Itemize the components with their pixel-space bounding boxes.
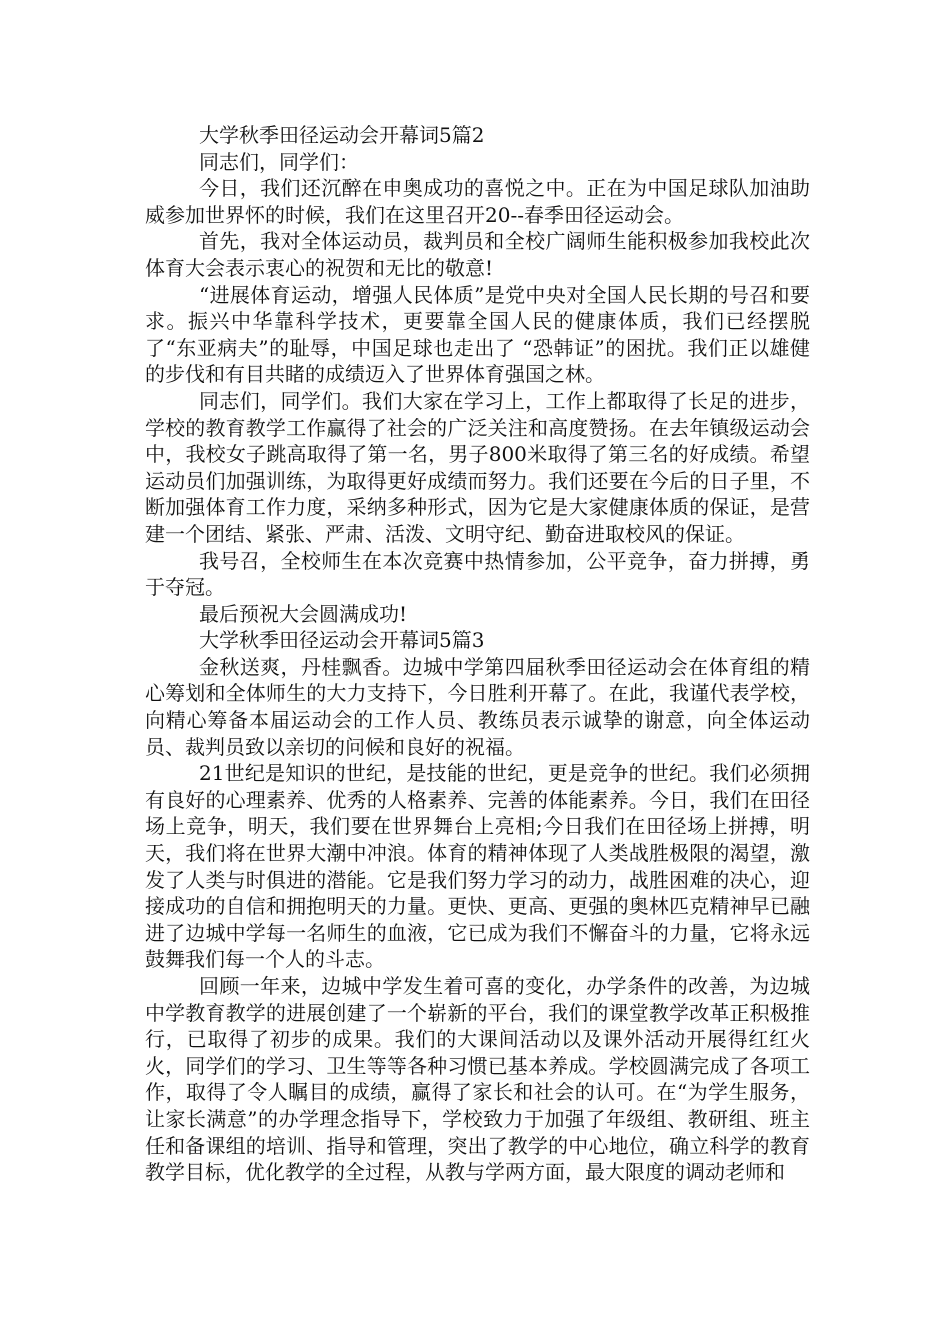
paragraph: 金秋送爽，丹桂飘香。边城中学第四届秋季田径运动会在体育组的精心筹划和全体师生的大力支持下，今日胜利开幕了。在此，我谨代表学校，向精心筹备本届运动会的工作人员、教练员表示诚挚的谢意，向全体运动员、裁判员致以亲切的问候和良好的祝福。: [145, 654, 810, 759]
paragraph: 首先，我对全体运动员，裁判员和全校广阔师生能积极参加我校此次体育大会表示衷心的祝贺和无比的敬意!: [145, 229, 810, 280]
paragraph: “进展体育运动，增强人民体质”是党中央对全国人民长期的号召和要求。振兴中华靠科学技术，更要靠全国人民的健康体质，我们已经摆脱了“东亚病夫”的耻辱，中国足球也走出了 “恐韩证”的困扰。我们正以雄健的步伐和有目共睹的成绩迈入了世界体育强国之林。: [145, 282, 810, 387]
paragraph: 今日，我们还沉醉在申奥成功的喜悦之中。正在为中国足球队加油助威参加世界怀的时候，我们在这里召开20--春季田径运动会。: [145, 176, 810, 227]
salutation: 同志们，同学们：: [199, 149, 359, 174]
paragraph: 同志们，同学们。我们大家在学习上，工作上都取得了长足的进步，学校的教育教学工作赢得了社会的广泛关注和高度赞扬。在去年镇级运动会中，我校女子跳高取得了第一名，男子800米取得了第三名的好成绩。希望运动员们加强训练，为取得更好成绩而努力。我们还要在今后的日子里，不断加强体育工作力度，采纳多种形式，因为它是大家健康体质的保证，是营建一个团结、紧张、严肃、活泼、文明守纪、勤奋进取校风的保证。: [145, 388, 810, 546]
section-heading-3: 大学秋季田径运动会开幕词5篇3: [199, 628, 485, 653]
paragraph: 回顾一年来，边城中学发生着可喜的变化，办学条件的改善，为边城中学教育教学的进展创建了一个崭新的平台，我们的课堂教学改革正积极推行，已取得了初步的成果。我们的大课间活动以及课外活动开展得红红火火，同学们的学习、卫生等等各种习惯已基本养成。学校圆满完成了各项工作，取得了令人瞩目的成绩，赢得了家长和社会的认可。在“为学生服务，让家长满意”的办学理念指导下，学校致力于加强了年级组、教研组、班主任和备课组的培训、指导和管理，突出了教学的中心地位，确立科学的教育教学目标，优化教学的全过程，从教与学两方面，最大限度的调动老师和: [145, 974, 810, 1185]
paragraph: 最后预祝大会圆满成功!: [199, 601, 408, 626]
section-heading-2: 大学秋季田径运动会开幕词5篇2: [199, 123, 485, 147]
document-body: [145, 122, 810, 1186]
paragraph: 21世纪是知识的世纪，是技能的世纪，更是竞争的世纪。我们必须拥有良好的心理素养、优秀的人格素养、完善的体能素养。今日，我们在田径场上竞争，明天，我们要在世界舞台上亮相;今日我们在田径场上拼搏，明天，我们将在世界大潮中冲浪。体育的精神体现了人类战胜极限的渴望，激发了人类与时俱进的潜能。它是我们努力学习的动力，战胜困难的决心，迎接成功的自信和拥抱明天的力量。更快、更高、更强的奥林匹克精神早已融进了边城中学每一名师生的血液，它已成为我们不懈奋斗的力量，它将永远鼓舞我们每一个人的斗志。: [145, 761, 810, 972]
paragraph: 我号召，全校师生在本次竞赛中热情参加，公平竞争，奋力拼搏，勇于夺冠。: [145, 548, 810, 600]
